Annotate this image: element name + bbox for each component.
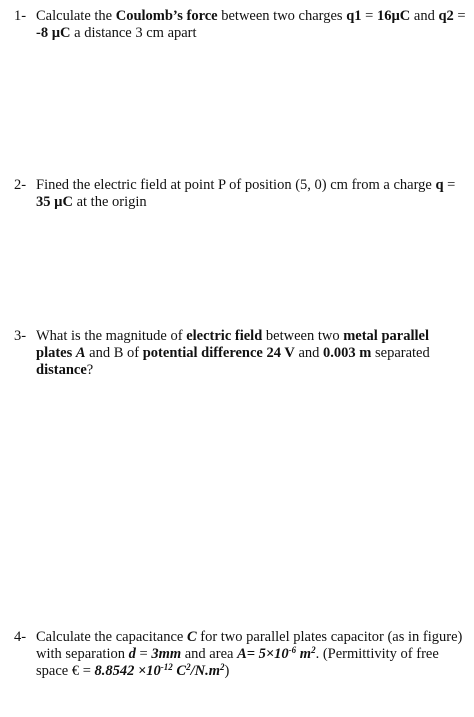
text-segment: a distance 3 cm apart <box>70 25 197 41</box>
text-segment: between two <box>262 328 344 344</box>
text-segment: ? <box>86 362 94 378</box>
text-segment: 0.003 m <box>323 345 372 361</box>
text-segment: Calculate the <box>36 8 116 24</box>
text-segment: C <box>172 663 187 679</box>
text-segment: Fined the electric field at point P of position (5, 0) cm from a charge <box>36 177 436 193</box>
text-segment: q2 <box>438 8 454 24</box>
text-segment: and <box>410 8 439 24</box>
question-number: 4- <box>14 629 27 645</box>
text-segment: 8.8542 ×10 <box>94 663 161 679</box>
text-segment: q1 <box>346 8 362 24</box>
text-segment: separated <box>371 345 430 361</box>
superscript: -12 <box>160 662 173 672</box>
text-segment: -8 µC <box>36 25 71 41</box>
text-segment: = <box>443 177 456 193</box>
text-segment: and area <box>181 646 238 662</box>
question-4 <box>14 629 466 680</box>
text-segment: ) <box>224 663 230 679</box>
question-text <box>36 328 466 379</box>
text-segment: for two parallel plates capacitor (as in figure) with separation <box>36 629 463 662</box>
text-segment: = <box>135 646 152 662</box>
question-number: 1- <box>14 8 27 24</box>
text-segment: 3mm <box>151 646 182 662</box>
text-segment: 16µC <box>376 8 411 24</box>
text-segment: between two charges <box>217 8 347 24</box>
text-segment: at the origin <box>72 194 147 210</box>
text-segment: = <box>453 8 466 24</box>
text-segment: m <box>296 646 312 662</box>
question-text <box>36 177 466 211</box>
text-segment: A= 5×10 <box>237 646 289 662</box>
question-2 <box>14 177 466 211</box>
question-1 <box>14 8 466 42</box>
superscript: 2 <box>311 645 316 655</box>
question-text <box>36 629 466 680</box>
text-segment: /N.m <box>190 663 220 679</box>
question-text <box>36 8 466 42</box>
superscript: 2 <box>219 662 225 672</box>
text-segment: . (Permittivity of free space € = <box>36 646 439 679</box>
text-segment: d <box>128 646 136 662</box>
text-segment: electric field <box>186 328 263 344</box>
text-segment: and <box>294 345 324 361</box>
text-segment: distance <box>36 362 87 378</box>
question-number: 2- <box>14 177 27 193</box>
text-segment: metal parallel plates <box>36 328 429 361</box>
text-segment: What is the magnitude of <box>36 328 187 344</box>
text-segment: q <box>435 177 444 193</box>
text-segment: potential difference 24 V <box>142 345 295 361</box>
question-number: 3- <box>14 328 27 344</box>
text-segment: 35 µC <box>36 194 73 210</box>
text-segment: C <box>186 629 197 645</box>
superscript: -6 <box>288 645 297 655</box>
text-segment: Coulomb’s force <box>115 8 218 24</box>
text-segment: = <box>361 8 377 24</box>
text-segment: Calculate the capacitance <box>36 629 187 645</box>
text-segment: A <box>75 345 86 361</box>
text-segment: and B of <box>85 345 143 361</box>
question-3 <box>14 328 466 379</box>
superscript: 2 <box>186 662 191 672</box>
